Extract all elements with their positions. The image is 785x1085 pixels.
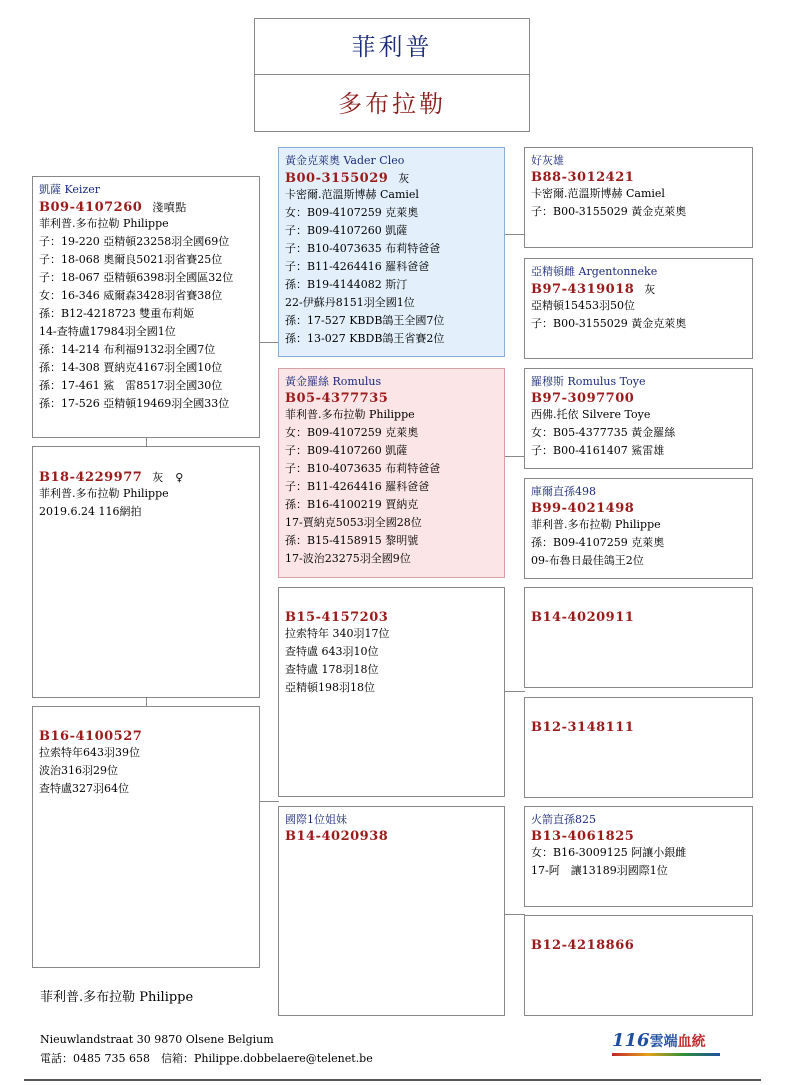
ssd-line: 子：B00-3155029 黃金克萊奧 bbox=[531, 317, 687, 330]
dam-line: 菲利普.多布拉勒 Philippe bbox=[39, 487, 169, 500]
dsd-ring: B12-3148111 bbox=[531, 720, 635, 735]
sds-line: 西佛.托依 Silvere Toye bbox=[531, 408, 651, 421]
dam-line: 2019.6.24 116網拍 bbox=[39, 505, 142, 518]
connector bbox=[504, 914, 525, 915]
g16-line: 波治316羽29位 bbox=[39, 764, 118, 777]
dam-box bbox=[32, 446, 260, 698]
sss-name: 好灰雄 bbox=[531, 154, 564, 167]
dss-box bbox=[524, 587, 753, 688]
ds-line: 查特盧 178羽18位 bbox=[285, 663, 379, 676]
g16-line: 查特盧327羽64位 bbox=[39, 782, 129, 795]
ds-line: 拉索特年 340羽17位 bbox=[285, 627, 390, 640]
owner-name-line2: 多布拉勒 bbox=[254, 74, 530, 132]
dsd-box bbox=[524, 697, 753, 798]
sdd-line: 09-布魯日最佳鴿王2位 bbox=[531, 554, 644, 567]
ds-line: 亞精頓198羽18位 bbox=[285, 681, 375, 694]
sds-name: 羅穆斯 Romulus Toye bbox=[531, 375, 646, 388]
owner-name-line1: 菲利普 bbox=[254, 18, 530, 75]
sdd-line: 菲利普.多布拉勒 Philippe bbox=[531, 518, 661, 531]
dd-name: 國際1位姐妹 bbox=[285, 813, 347, 826]
sd-ring: B05-4377735 bbox=[285, 391, 389, 406]
dds-box bbox=[524, 806, 753, 907]
sire-dam-box bbox=[278, 368, 505, 578]
connector bbox=[259, 801, 279, 802]
sd-name: 黃金羅絲 Romulus bbox=[285, 375, 382, 388]
dss-ring: B14-4020911 bbox=[531, 610, 635, 625]
dd-ring: B14-4020938 bbox=[285, 829, 389, 844]
ss-name: 黃金克萊奧 Vader Cleo bbox=[285, 154, 405, 167]
sire-ring: B09-4107260 淺噴點 bbox=[39, 200, 187, 215]
ssd-line: 亞精頓15453羽50位 bbox=[531, 299, 635, 312]
sdd-name: 庫爾直孫498 bbox=[531, 485, 596, 498]
g16-line: 拉索特年643羽39位 bbox=[39, 746, 140, 759]
dam-ring: B18-4229977 灰 ♀ bbox=[39, 470, 184, 485]
ssd-box bbox=[524, 258, 753, 359]
dds-line: 女：B16-3009125 阿讓小銀雌 bbox=[531, 846, 687, 859]
sire-name: 凱薩 Keizer bbox=[39, 183, 101, 196]
sss-line: 子：B00-3155029 黃金克萊奧 bbox=[531, 205, 687, 218]
ssd-name: 亞精頓雌 Argentonneke bbox=[531, 265, 658, 278]
ddd-ring: B12-4218866 bbox=[531, 938, 635, 953]
ss-lines: 卡密爾.范溫斯博赫 Camiel 女：B09-4107259 克萊奧 子：B09-4107260 凱薩 子：B10-4073635 布莉特爸爸 子：B11-4264416 羅科爸爸 孫：B19-4144082 斯汀 22-伊蘇丹8151羽全國1位 孫：17-527 KBDB鴿王全國7位 孫：13-027 KBDB鴿王省賽2位 bbox=[285, 188, 445, 345]
sss-line: 卡密爾.范溫斯博赫 Camiel bbox=[531, 187, 665, 200]
sss-box bbox=[524, 147, 753, 248]
sds-line: 子：B00-4161407 鯊雷雄 bbox=[531, 444, 665, 457]
dds-ring: B13-4061825 bbox=[531, 829, 635, 844]
g16-ring: B16-4100527 bbox=[39, 729, 143, 744]
sire-sire-box bbox=[278, 147, 505, 357]
dam-dam-box bbox=[278, 806, 505, 1016]
g16-box bbox=[32, 706, 260, 968]
ddd-box bbox=[524, 915, 753, 1016]
sire-lines: 菲利普.多布拉勒 Philippe 子：19-220 亞精頓23258羽全國69位 子：18-068 奧爾良5021羽省賽25位 子：18-067 亞精頓6398羽全國區32位 女：16-346 威爾森3428羽省賽38位 孫：B12-4218723 雙重布莉姬 14-查特盧17984羽全國1位 孫：14-214 布利福9132羽全國7位 孫：14-308 賈納克4167羽全國10位 孫：17-461 鯊 雷8517羽全國30位 孫：17-526 亞精頓19469羽全國33位 bbox=[39, 217, 234, 410]
sdd-line: 孫：B09-4107259 克萊奧 bbox=[531, 536, 665, 549]
contact-text: 電話：0485 735 658 信箱：Philippe.dobbelaere@telenet.be bbox=[40, 1052, 373, 1065]
connector bbox=[259, 342, 279, 343]
sire-box bbox=[32, 176, 260, 438]
footer-rule bbox=[24, 1079, 761, 1081]
dam-sire-box bbox=[278, 587, 505, 797]
dds-line: 17-阿 讓13189羽國際1位 bbox=[531, 864, 668, 877]
owner-signature: 菲利普.多布拉勒 Philippe bbox=[40, 990, 194, 1005]
logo-underline bbox=[612, 1053, 720, 1056]
sds-box bbox=[524, 368, 753, 469]
sdd-ring: B99-4021498 bbox=[531, 501, 635, 516]
sss-ring: B88-3012421 bbox=[531, 170, 635, 185]
dds-name: 火箭直孫825 bbox=[531, 813, 596, 826]
sds-line: 女：B05-4377735 黃金羅絲 bbox=[531, 426, 676, 439]
ss-ring: B00-3155029 灰 bbox=[285, 171, 410, 186]
ssd-ring: B97-4319018 灰 bbox=[531, 282, 656, 297]
connector bbox=[504, 234, 525, 235]
sds-ring: B97-3097700 bbox=[531, 391, 635, 406]
connector bbox=[504, 691, 525, 692]
connector bbox=[504, 456, 525, 457]
ds-ring: B15-4157203 bbox=[285, 610, 389, 625]
site-logo: 116雲端血統 bbox=[612, 1030, 706, 1051]
sdd-box bbox=[524, 478, 753, 579]
address-text: Nieuwlandstraat 30 9870 Olsene Belgium bbox=[40, 1033, 274, 1046]
ds-line: 查特盧 643羽10位 bbox=[285, 645, 379, 658]
sd-lines: 菲利普.多布拉勒 Philippe 女：B09-4107259 克萊奧 子：B09-4107260 凱薩 子：B10-4073635 布莉特爸爸 子：B11-4264416 羅科爸爸 孫：B16-4100219 賈納克 17-賈納克5053羽全國28位 孫：B15-4158915 黎明號 17-波治23275羽全國9位 bbox=[285, 408, 441, 565]
